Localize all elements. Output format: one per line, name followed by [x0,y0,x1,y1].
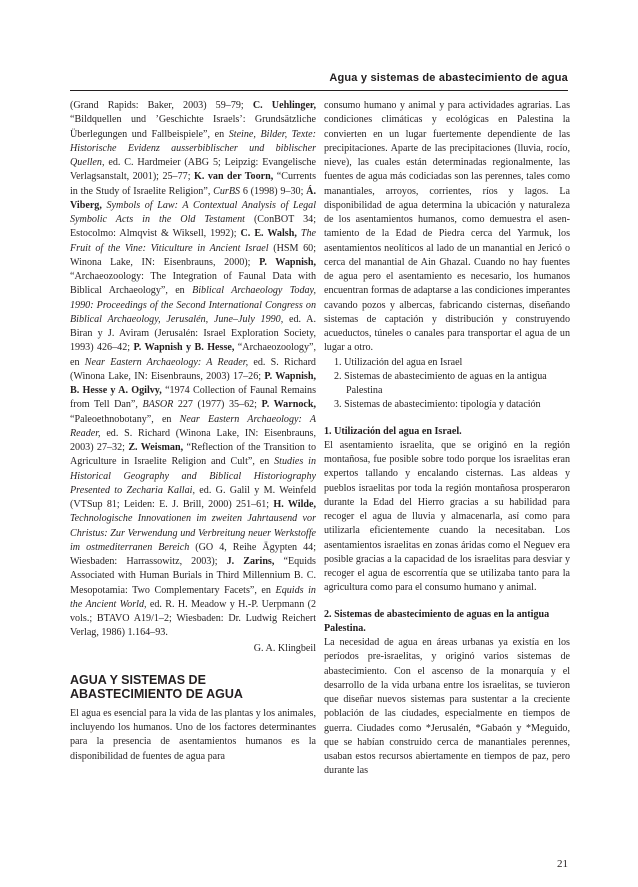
bibliography-paragraph [70,99,316,641]
bib-text: (Grand Rapids: Baker, 2003) 59–79; [70,100,253,111]
bib-title: The Fruit of the Vine: Viticulture in Ancient Israel [70,228,316,254]
bib-author: P. Wapnish y B. Hesse, [133,342,235,354]
bib-text: “Archaeozoology: The Integration of Faunal Data with Biblical Archaeology”, en [70,271,316,297]
bib-text: “Reflection of the Transition to Agriculture in Israelite Religion and Cult”, en [70,442,316,468]
bib-text: “1974 Collection of Faunal Remains from Tell Dan”, [70,385,316,411]
bib-text: “Paleoethnobotany”, en [70,413,180,425]
bib-text: (ConBOT 34; Estocolmo: Almqvist & Wiksell, 1992); [70,214,317,240]
bib-text: 6 (1998) 9–30; [240,185,307,197]
bib-author: C. Uehlinger, [252,100,317,111]
bib-title: Near Eastern Archaeology: A Reader, [84,356,249,368]
bib-title: Near Eastern Archaeology: A Reader, [70,413,316,439]
bib-title: Steine, Bilder, Texte: Historische Evidenz ausserbiblischer und biblischer Quellen, [70,128,316,168]
page-number: 21 [557,858,568,870]
bib-text: ed. S. Richard (Winona Lake, IN: Eisenbrauns, 2003) 27–32; [70,427,316,453]
section-heading: 1. Utilización del agua en Israel. [324,425,462,437]
bib-text: ed. S. Richard (Winona Lake, IN: Eisenbrauns, 2003) 17–26; [70,356,316,382]
entry-title-line: AGUA Y SISTEMAS DE [70,672,206,687]
header-rule [70,90,568,91]
bib-text: (HSM 60; Winona Lake, IN: Eisenbrauns, 2000); [70,242,317,268]
body-paragraph: consumo humano y animal y para actividades agrarias. Las condiciones climáticas y ecológicas en Palestina la convierten en un lugar fuertemente dependiente de las precipitaciones. Aparte de las precipitaciones (lluvia, rocío, nieve), las cuales están determinadas regionalmente, las fuentes de agua más codiciadas son las perennes, tales como manantiales, arroyos, corrientes, ríos y lagos. La disponibilidad de agua determina la ubicación y naturaleza de los asentamientos humanos, como demuestra el asen-tamiento de la Edad de Piedra cerca del Yarmuk, los asentamientos neolíticos al lado de un manantial en Jericó o cerca del manantial de Ain Ghazal. Cuando no hay fuentes de agua pero el asentamiento es necesario, los humanos encuentran formas de adaptarse a las condiciones imperantes cavando pozos y albercas, fabricando cisternas, diseñando sistemas de captación y distribución y construyendo acueductos, túneles o canales para transportar el agua de un lugar a otro. [324,100,570,354]
bib-author: Á. Viberg, [70,185,316,211]
bib-title: Studies in Historical Geography and Biblical Historiography Presented to Zecharia Kallai, [70,456,316,496]
bib-title: Equids in the Ancient World, [70,584,316,610]
bib-title: Technologische Innovationen im zweiten Jahrtausend vor Christus: Zur Verwendung und Verbreitung neuer Werkstoffe im ostmediterranen Bereich [70,513,316,553]
bib-author: P. Wapnish, [259,256,316,268]
bib-author: P. Warnock, [261,399,316,411]
bib-text: ed. R. H. Meadow y H.-P. Uerpmann (2 vols.; BTAVO A19/1–2; Wiesbaden: Dr. Ludwig Reichert Verlag, 1986) 1.164–93. [70,598,317,639]
author-signature: G. A. Klingbeil [253,642,316,654]
bib-text: ed. C. Hardmeier (ABG 5; Leipzig: Evangelische Verlagsanstalt, 2001); 25–77; [70,157,316,183]
section-paragraph: La necesidad de agua en áreas urbanas ya existía en los períodos pre-israelitas, y originó varios sistemas de abastecimiento. Con el ascenso de la monarquía y el desarrollo de la vida urbana entre los israelitas, se tuvieron que diseñar nuevos sistemas para sustentar a la creciente población de las ciudades, especialmente en tiempos de guerra. Ciudades como *Jerusalén, *Gabaón y *Meguido, que se habían construido cerca de manantiales perennes, usaban estos recursos abiertamente en tiempos de paz, pero durante las [324,637,570,777]
bib-text: ed. A. Biran y J. Aviram (Jerusalén: Israel Exploration Society, 1993) 426–42; [70,313,316,354]
bib-text: “Archaeozoology”, en [70,342,316,368]
bib-author: C. E. Walsh, [240,228,297,240]
bib-title: CurBS [213,185,241,197]
bib-title: Biblical Archaeology Today, 1990: Proceedings of the Second International Congress on Biblical Archaeology, Jerusalén, June–July 1990, [70,285,316,325]
entry-title [70,673,316,701]
outline-item: 2. Sistemas de abastecimiento de aguas en la antigua Palestina [334,370,547,396]
bib-text: “Currents in the Study of Israelite Religion”, [70,171,316,197]
bib-text: ed. G. Galil y M. Weinfeld (VTSup 81; Leiden: E. J. Brill, 2000) 251–61; [70,484,316,510]
bib-author: Z. Weisman, [128,442,184,453]
section-paragraph: El asentamiento israelita, que se originó en la región montañosa, fue posible sobre todo porque los israelitas eran expertos tallando y encalando cisternas. Las aldeas y pueblos israelitas por toda la región montañosa prosperaron durante la Edad del Hierro gracias a su habilidad para recoger el agua de lluvia y almacenarla, así como para utilizarla eficientemente cuando la necesitaban. Los asentamientos israelitas en zonas áridas como el Neguev era posible gracias a la capacidad de los israelitas para desviar y recoger el agua de escorrentía que se utilizaba tanto para la agricultura como para el consumo humano y animal. [324,439,570,594]
bib-author: K. van der Toorn, [194,171,274,183]
bib-author: H. Wilde, [273,499,316,510]
intro-paragraph: El agua es esencial para la vida de las plantas y los animales, incluyendo los humanos. Uno de los factores determinantes para la presencia de asentamientos humanos es la disponibilidad de fuentes de agua para [70,707,316,762]
bib-author: J. Zarins, [226,556,275,567]
bib-title: BASOR [142,399,174,411]
right-column [324,99,570,779]
outline-item: 3. Sistemas de abastecimiento: tipología y datación [334,399,541,411]
outline-list [324,356,570,413]
running-header: Agua y sistemas de abastecimiento de agua [329,72,568,84]
left-column [70,99,316,764]
bib-author: P. Wapnish, B. Hesse y A. Ogilvy, [70,370,316,396]
section-heading: 2. Sistemas de abastecimiento de aguas en la antigua Palestina. [324,608,550,634]
entry-title-line: ABASTECIMIENTO DE AGUA [70,686,243,701]
bib-title: Symbols of Law: A Contextual Analysis of Legal Symbolic Acts in the Old Testament [70,199,317,225]
bib-text: (GO 4, Reihe Ägypten 44; Wiesbaden: Harrassowitz, 2003); [70,541,317,567]
outline-item: 1. Utilización del agua en Israel [334,356,463,368]
bib-text: “Bildquellen und ’Geschichte Israels’: Grundsätzliche Überlegungen und Fallbeispiele”, en [70,114,316,140]
bib-text: “Equids Associated with Human Burials in Third Millennium B. C. Mesopotamia: Two Complementary Facets”, en [70,556,316,596]
bib-text: 227 (1977) 35–62; [173,399,262,411]
